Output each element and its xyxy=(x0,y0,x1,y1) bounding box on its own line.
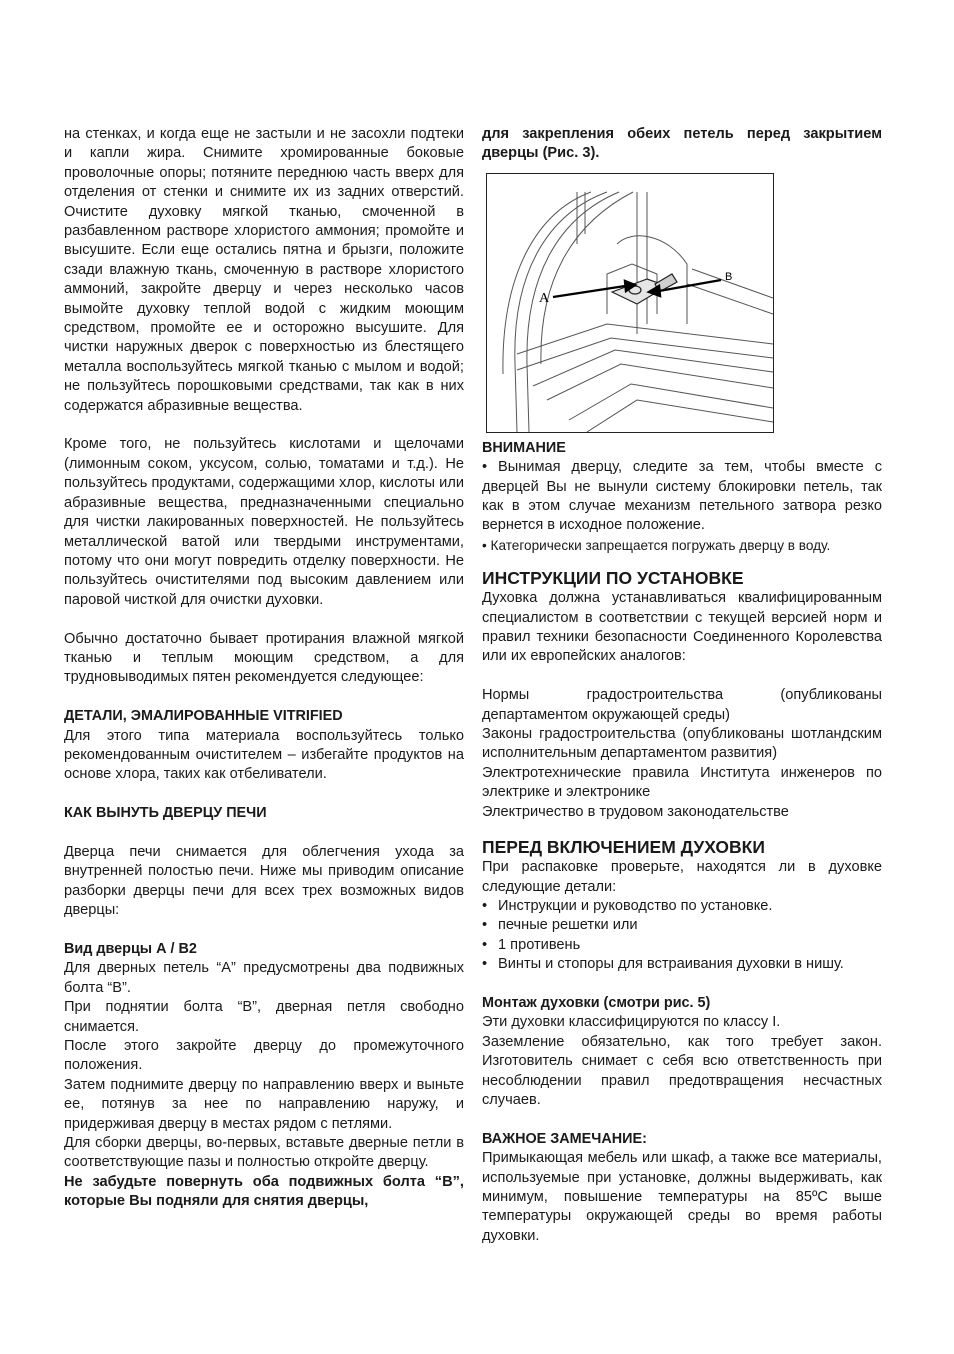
cleaning-paragraph-3: Обычно достаточно бывает протирания влажной мягкой тканью и теплым моющим средством, а для трудновыводимых пятен рекомендуется следующее: xyxy=(64,630,464,686)
figure-label-b: B xyxy=(725,270,733,283)
norm-4: Электричество в трудовом законодательстве xyxy=(482,803,789,820)
installation-paragraph: Духовка должна устанавливаться квалифицированным специалистом в соответствии с текущей версией норм и правил техники безопасности Соединенного Королевства или их европейских аналогов: xyxy=(482,590,882,665)
norm-3: Электротехнические правила Института инженеров по электрике и электронике xyxy=(482,764,882,801)
door-step-2: При поднятии болта “B”, дверная петля свободно снимается. xyxy=(64,999,464,1035)
vitrified-paragraph: Для этого типа материала воспользуйтесь только рекомендованным очистителем – избегайте продуктов на основе хлора, таких как отбеливатели. xyxy=(64,727,464,783)
door-step-6: Не забудьте повернуть оба подвижных болта “B”, которые Вы подняли для снятия дверцы, xyxy=(64,1173,464,1210)
right-column xyxy=(482,125,882,1246)
mounting-class: Эти духовки классифицируются по классу I. xyxy=(482,1014,781,1031)
installation-heading: ИНСТРУКЦИИ ПО УСТАНОВКЕ xyxy=(482,568,744,589)
warning-item-2: • Категорически запрещается погружать дверцу в воду. xyxy=(482,537,831,553)
list-item: • печные решетки или xyxy=(482,916,882,935)
mounting-heading: Монтаж духовки (смотри рис. 5) xyxy=(482,994,711,1011)
norm-1: Нормы градостроительства (опубликованы департаментом окружающей среды) xyxy=(482,687,882,723)
list-item: • 1 противень xyxy=(482,936,882,955)
cleaning-paragraph-1: на стенках, и когда еще не застыли и не засохли подтеки и капли жира. Снимите хромированные боковые проволочные опоры; потяните переднюю часть вверх для отделения от стенки и снимите их из задних отверстий. Очистите духовку мягкой тканью, смоченной в разбавленном растворе хлористого аммония; промойте и высушите. Если еще остались пятна и брызги, положите сзади влажную ткань, смоченную в растворе хлористого аммоний, закройте дверцу и через несколько часов вымойте духовку теплой водой с жидким моющим средством, промойте ее и осторожно высушите. Для чистки наружных дверок с поверхностью из блестящего металла воспользуйтесь мягкой тканью с мылом и водой; не пользуйтесь порошковыми средствами, так как в них содержатся абразивные вещества. xyxy=(64,126,464,414)
warning-item-1: • Вынимая дверцу, следите за тем, чтобы вместе с дверцей Вы не вынули систему блокировки петель, так как в этом случае механизм петельного затвора резко вернется в исходное положение. xyxy=(482,459,882,534)
door-removal-heading: КАК ВЫНУТЬ ДВЕРЦУ ПЕЧИ xyxy=(64,805,267,822)
important-note-heading: ВАЖНОЕ ЗАМЕЧАНИЕ: xyxy=(482,1130,647,1147)
door-step-4: Затем поднимите дверцу по направлению вверх и выньте ее, потянув за нее по направлению наружу, и придерживая дверцу в местах рядом с петлями. xyxy=(64,1076,464,1132)
before-use-paragraph: При распаковке проверьте, находятся ли в духовке следующие детали: xyxy=(482,859,882,895)
vitrified-heading: ДЕТАЛИ, ЭМАЛИРОВАННЫЕ VITRIFIED xyxy=(64,708,343,725)
list-item: • Инструкции и руководство по установке. xyxy=(482,897,882,916)
door-step-6-continued: для закрепления обеих петель перед закрытием дверцы (Рис. 3). xyxy=(482,126,882,162)
before-use-heading: ПЕРЕД ВКЛЮЧЕНИЕМ ДУХОВКИ xyxy=(482,837,765,858)
warning-heading: ВНИМАНИЕ xyxy=(482,439,566,456)
door-hinge-figure xyxy=(486,173,774,433)
mounting-grounding: Заземление обязательно, как того требует закон. Изготовитель снимает с себя всю ответственность при несоблюдении правил предотвращения несчастных случаев. xyxy=(482,1033,882,1108)
left-column xyxy=(64,125,464,1212)
norm-2: Законы градостроительства (опубликованы шотландским исполнительным департаментом развития) xyxy=(482,726,882,762)
door-step-5: Для сборки дверцы, во-первых, вставьте дверные петли в соответствующие пазы и полностью откройте дверцу. xyxy=(64,1135,464,1171)
door-type-heading: Вид дверцы А / В2 xyxy=(64,940,197,957)
door-step-3: После этого закройте дверцу до промежуточного положения. xyxy=(64,1038,464,1074)
cleaning-paragraph-2: Кроме того, не пользуйтесь кислотами и щелочами (лимонным соком, уксусом, солью, томатами и т.д.). Не пользуйтесь продуктами, содержащими хлор, кислоты или абразивные вещества, предназначенными специально для чистки лакированных поверхностей. Не пользуйтесь металлической ватой или твердыми инструментами, потому что они могут повредить отделку поверхности. Не пользуйтесь очистителями под высоким давлением или паровой чисткой для очистки духовки. xyxy=(64,436,464,608)
hinge-illustration xyxy=(487,174,773,432)
parts-list xyxy=(482,897,882,975)
important-note-paragraph: Примыкающая мебель или шкаф, а также все материалы, используемые при установке, должны выдерживать, как минимум, повышение температуры на 85ºC выше температуры окружающей среды во время работы духовки. xyxy=(482,1150,882,1244)
figure-label-a: A xyxy=(539,290,550,306)
list-item: • Винты и стопоры для встраивания духовки в нишу. xyxy=(482,955,882,974)
door-removal-paragraph: Дверца печи снимается для облегчения ухода за внутренней полостью печи. Ниже мы приводим описание разборки дверцы печи для всех трех возможных видов дверцы: xyxy=(64,843,464,919)
door-step-1: Для дверных петель “A” предусмотрены два подвижных болта “B”. xyxy=(64,960,464,996)
